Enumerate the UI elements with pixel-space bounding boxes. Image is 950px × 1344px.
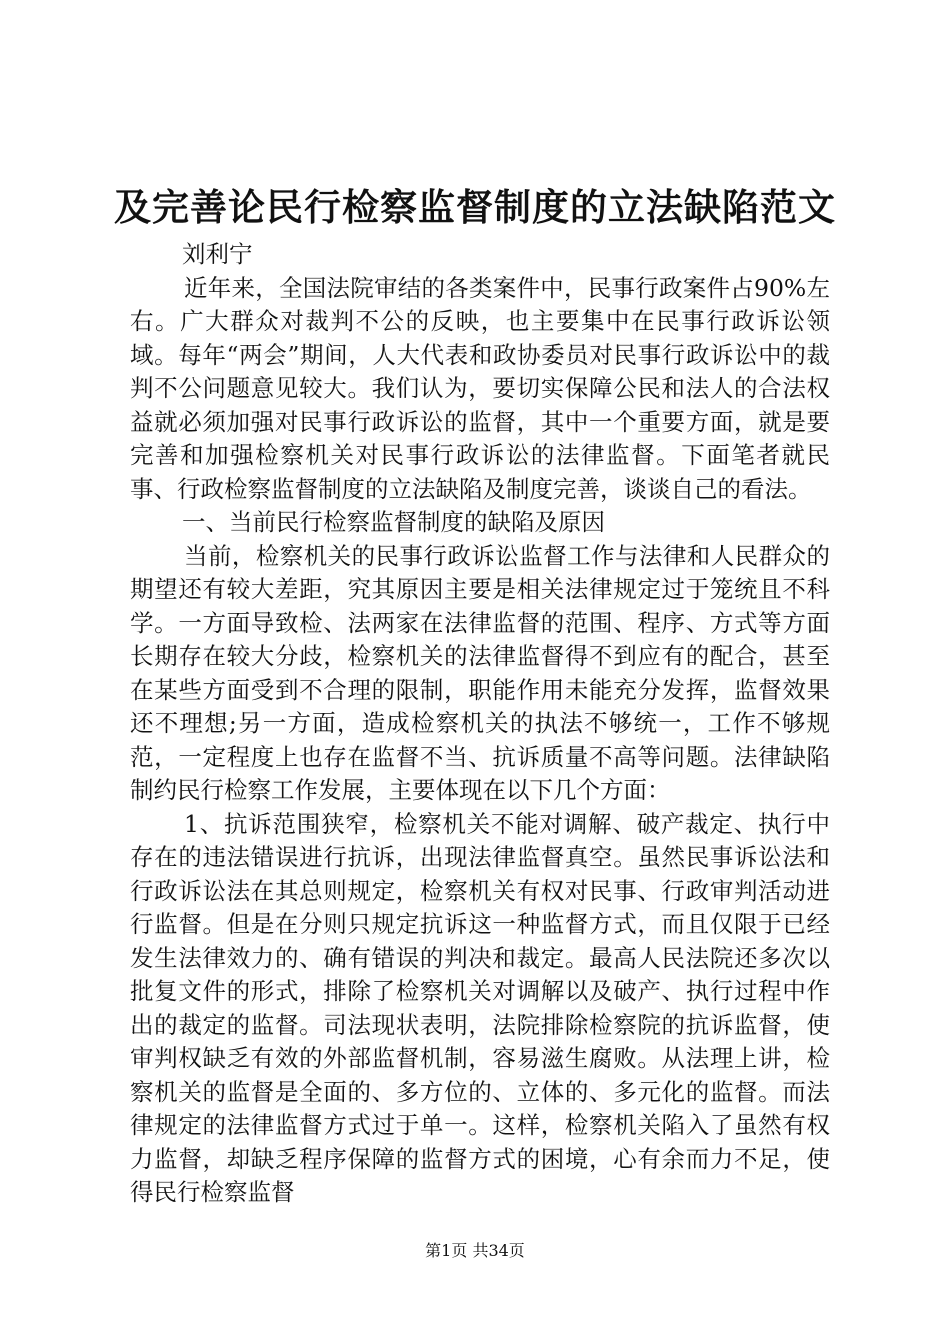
paragraph-intro: 近年来，全国法院审结的各类案件中，民事行政案件占90%左右。广大群众对裁判不公的反映，也主要集中在民事行政诉讼领域。每年“两会”期间，人大代表和政协委员对民事行政诉讼中的裁判不公问题意见较大。我们认为，要切实保障公民和法人的合法权益就必须加强对民事行政诉讼的监督，其中一个重要方面，就是要完善和加强检察机关对民事行政诉讼的法律监督。下面笔者就民事、行政检察监督制度的立法缺陷及制度完善，谈谈自己的看法。 [130,273,830,503]
section-heading: 一、当前民行检察监督制度的缺陷及原因 [182,508,605,536]
paragraph-current-situation: 当前，检察机关的民事行政诉讼监督工作与法律和人民群众的期望还有较大差距，究其原因主要是相关法律规定过于笼统且不科学。一方面导致检、法两家在法律监督的范围、程序、方式等方面长期存在较大分歧，检察机关的法律监督得不到应有的配合，甚至在某些方面受到不合理的限制，职能作用未能充分发挥，监督效果还不理想;另一方面，造成检察机关的执法不够统一，工作不够规范，一定程度上也存在监督不当、抗诉质量不高等问题。法律缺陷制约民行检察工作发展，主要体现在以下几个方面： [130,541,830,804]
page-number-footer: 第1页 共34页 [425,1241,525,1260]
author-name: 刘利宁 [182,240,253,268]
paragraph-point-1: 1、抗诉范围狭窄，检察机关不能对调解、破产裁定、执行中存在的违法错误进行抗诉，出现法律监督真空。虽然民事诉讼法和行政诉讼法在其总则规定，检察机关有权对民事、行政审判活动进行监督。但是在分则只规定抗诉这一种监督方式，而且仅限于已经发生法律效力的、确有错误的判决和裁定。最高人民法院还多次以批复文件的形式，排除了检察机关对调解以及破产、执行过程中作出的裁定的监督。司法现状表明，法院排除检察院的抗诉监督，使审判权缺乏有效的外部监督机制，容易滋生腐败。从法理上讲，检察机关的监督是全面的、多方位的、立体的、多元化的监督。而法律规定的法律监督方式过于单一。这样，检察机关陷入了虽然有权力监督，却缺乏程序保障的监督方式的困境，心有余而力不足，使得民行检察监督 [130,809,830,1206]
document-body [130,238,830,1210]
document-title: 及完善论民行检察监督制度的立法缺陷范文 [114,185,836,229]
